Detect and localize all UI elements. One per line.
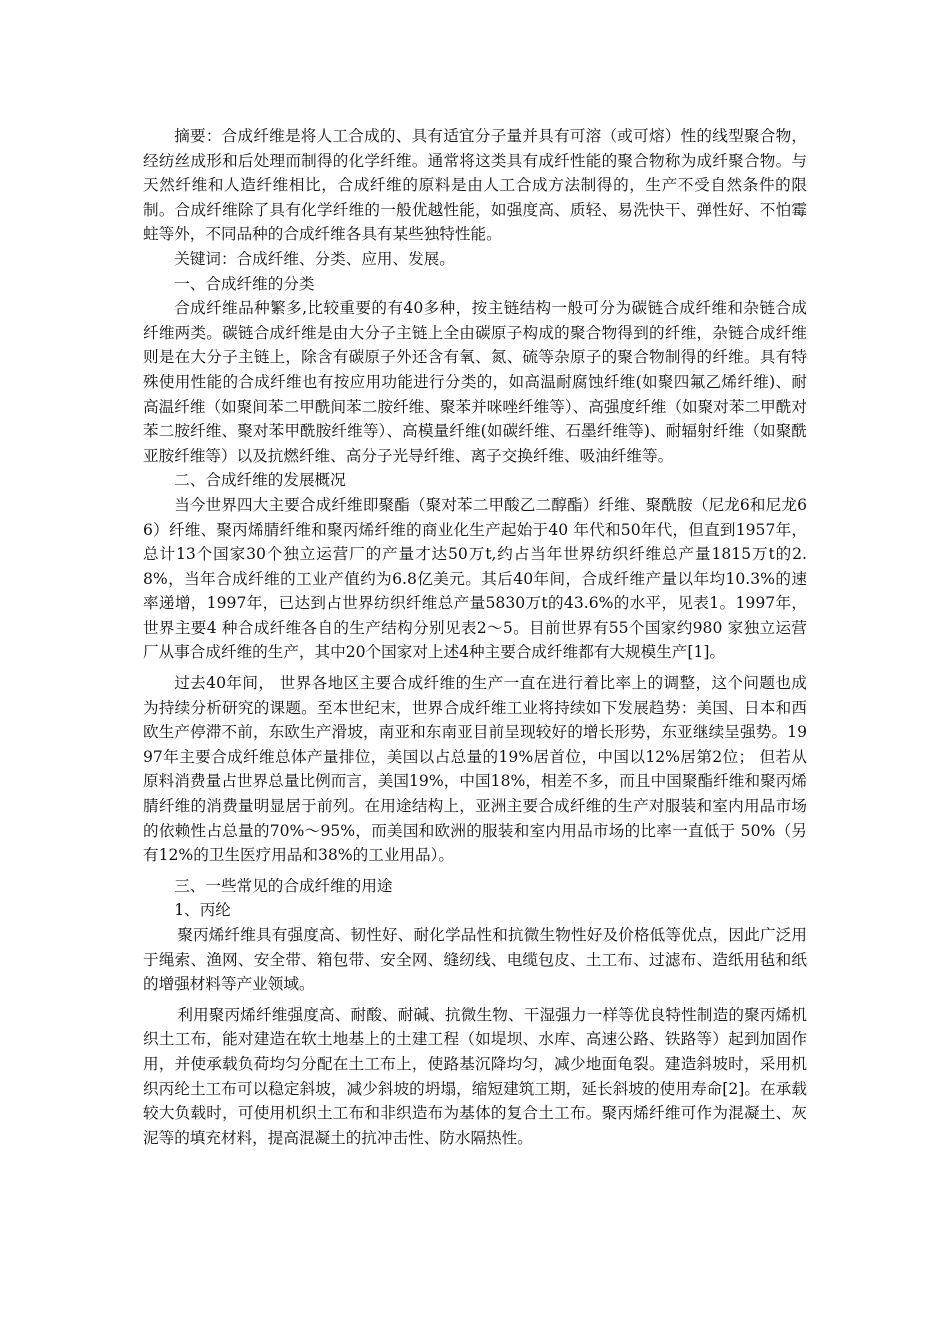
subsection-heading-polypropylene: 1、丙纶 bbox=[174, 901, 231, 920]
keywords-paragraph: 关键词：合成纤维、分类、应用、发展。 bbox=[174, 249, 455, 268]
section-heading-uses: 三、一些常见的合成纤维的用途 bbox=[174, 876, 393, 895]
development-paragraph-1: 当今世界四大主要合成纤维即聚酯（聚对苯二甲酸乙二醇酯）纤维、聚酰胺（尼龙6和尼龙66）纤维、聚丙烯腈纤维和聚丙烯纤维的商业化生产起始于40 年代和50年代，但直到1957年，总计13个国家30个独立运营厂的产量才达50万t,约占当年世界纺织纤维总产量1815万t的2.8%，当年合成纤维的工业产值约为6.8亿美元。其后40年间，合成纤维产量以年均10.3%的速率递增，1997年，已达到占世界纺织纤维总产量5830万t的43.6%的水平，见表1。1997年，世界主要4 种合成纤维各自的生产结构分别见表2～5。目前世界有55个国家约980 家独立运营厂从事合成纤维的生产，其中20个国家对上述4种主要合成纤维都有大规模生产[1]。 bbox=[143, 495, 807, 662]
section-heading-development: 二、合成纤维的发展概况 bbox=[174, 471, 346, 490]
document-body bbox=[143, 124, 807, 1150]
abstract-paragraph: 摘要：合成纤维是将人工合成的、具有适宜分子量并具有可溶（或可熔）性的线型聚合物，经纺丝成形和后处理而制得的化学纤维。通常将这类具有成纤性能的聚合物称为成纤聚合物。与天然纤维和人造纤维相比，合成纤维的原料是由人工合成方法制得的，生产不受自然条件的限制。合成纤维除了具有化学纤维的一般优越性能，如强度高、质轻、易洗快干、弹性好、不怕霉蛀等外，不同品种的合成纤维各具有某些独特性能。 bbox=[143, 127, 807, 244]
development-paragraph-2: 过去40年间， 世界各地区主要合成纤维的生产一直在进行着比率上的调整，这个问题也成为持续分析研究的课题。至本世纪末，世界合成纤维工业将持续如下发展趋势：美国、日本和西欧生产停滞不前，东欧生产滑坡，南亚和东南亚目前呈现较好的增长形势，东亚继续呈强势。1997年主要合成纤维总体产量排位，美国以占总量的19%居首位，中国以12%居第2位； 但若从原料消费量占世界总量比例而言，美国19%，中国18%，相差不多，而且中国聚酯纤维和聚丙烯腈纤维的消费量明显居于前列。在用途结构上，亚洲主要合成纤维的生产对服装和室内用品市场的依赖性占总量的70%～95%，而美国和欧洲的服装和室内用品市场的比率一直低于 50%（另有12%的卫生医疗用品和38%的工业用品）。 bbox=[143, 674, 807, 865]
polypropylene-paragraph-2: 利用聚丙烯纤维强度高、耐酸、耐碱、抗微生物、干湿强力一样等优良特性制造的聚丙烯机织土工布，能对建造在软土地基上的土建工程（如堤坝、水库、高速公路、铁路等）起到加固作用，并使承载负荷均匀分配在土工布上，使路基沉降均匀，减少地面龟裂。建造斜坡时，采用机织丙纶土工布可以稳定斜坡，减少斜坡的坍塌，缩短建筑工期，延长斜坡的使用寿命[2]。在承载较大负载时，可使用机织土工布和非织造布为基体的复合土工布。聚丙烯纤维可作为混凝土、灰泥等的填充材料，提高混凝土的抗冲击性、防水隔热性。 bbox=[143, 1005, 807, 1147]
section-heading-classification: 一、合成纤维的分类 bbox=[174, 274, 315, 293]
classification-paragraph: 合成纤维品种繁多,比较重要的有40多种，按主链结构一般可分为碳链合成纤维和杂链合成纤维两类。碳链合成纤维是由大分子主链上全由碳原子构成的聚合物得到的纤维，杂链合成纤维则是在大分子主链上，除含有碳原子外还含有氧、氮、硫等杂原子的聚合物制得的纤维。具有特殊使用性能的合成纤维也有按应用功能进行分类的，如高温耐腐蚀纤维(如聚四氟乙烯纤维)、耐高温纤维（如聚间苯二甲酰间苯二胺纤维、聚苯并咪唑纤维等）、高强度纤维（如聚对苯二甲酰对苯二胺纤维、聚对苯甲酰胺纤维等）、高模量纤维(如碳纤维、石墨纤维等)、耐辐射纤维（如聚酰亚胺纤维等）以及抗燃纤维、高分子光导纤维、离子交换纤维、吸油纤维等。 bbox=[143, 299, 807, 465]
polypropylene-paragraph-1: 聚丙烯纤维具有强度高、韧性好、耐化学品性和抗微生物性好及价格低等优点，因此广泛用于绳索、渔网、安全带、箱包带、安全网、缝纫线、电缆包皮、土工布、过滤布、造纸用毡和纸的增强材料等产业领域。 bbox=[143, 926, 807, 994]
